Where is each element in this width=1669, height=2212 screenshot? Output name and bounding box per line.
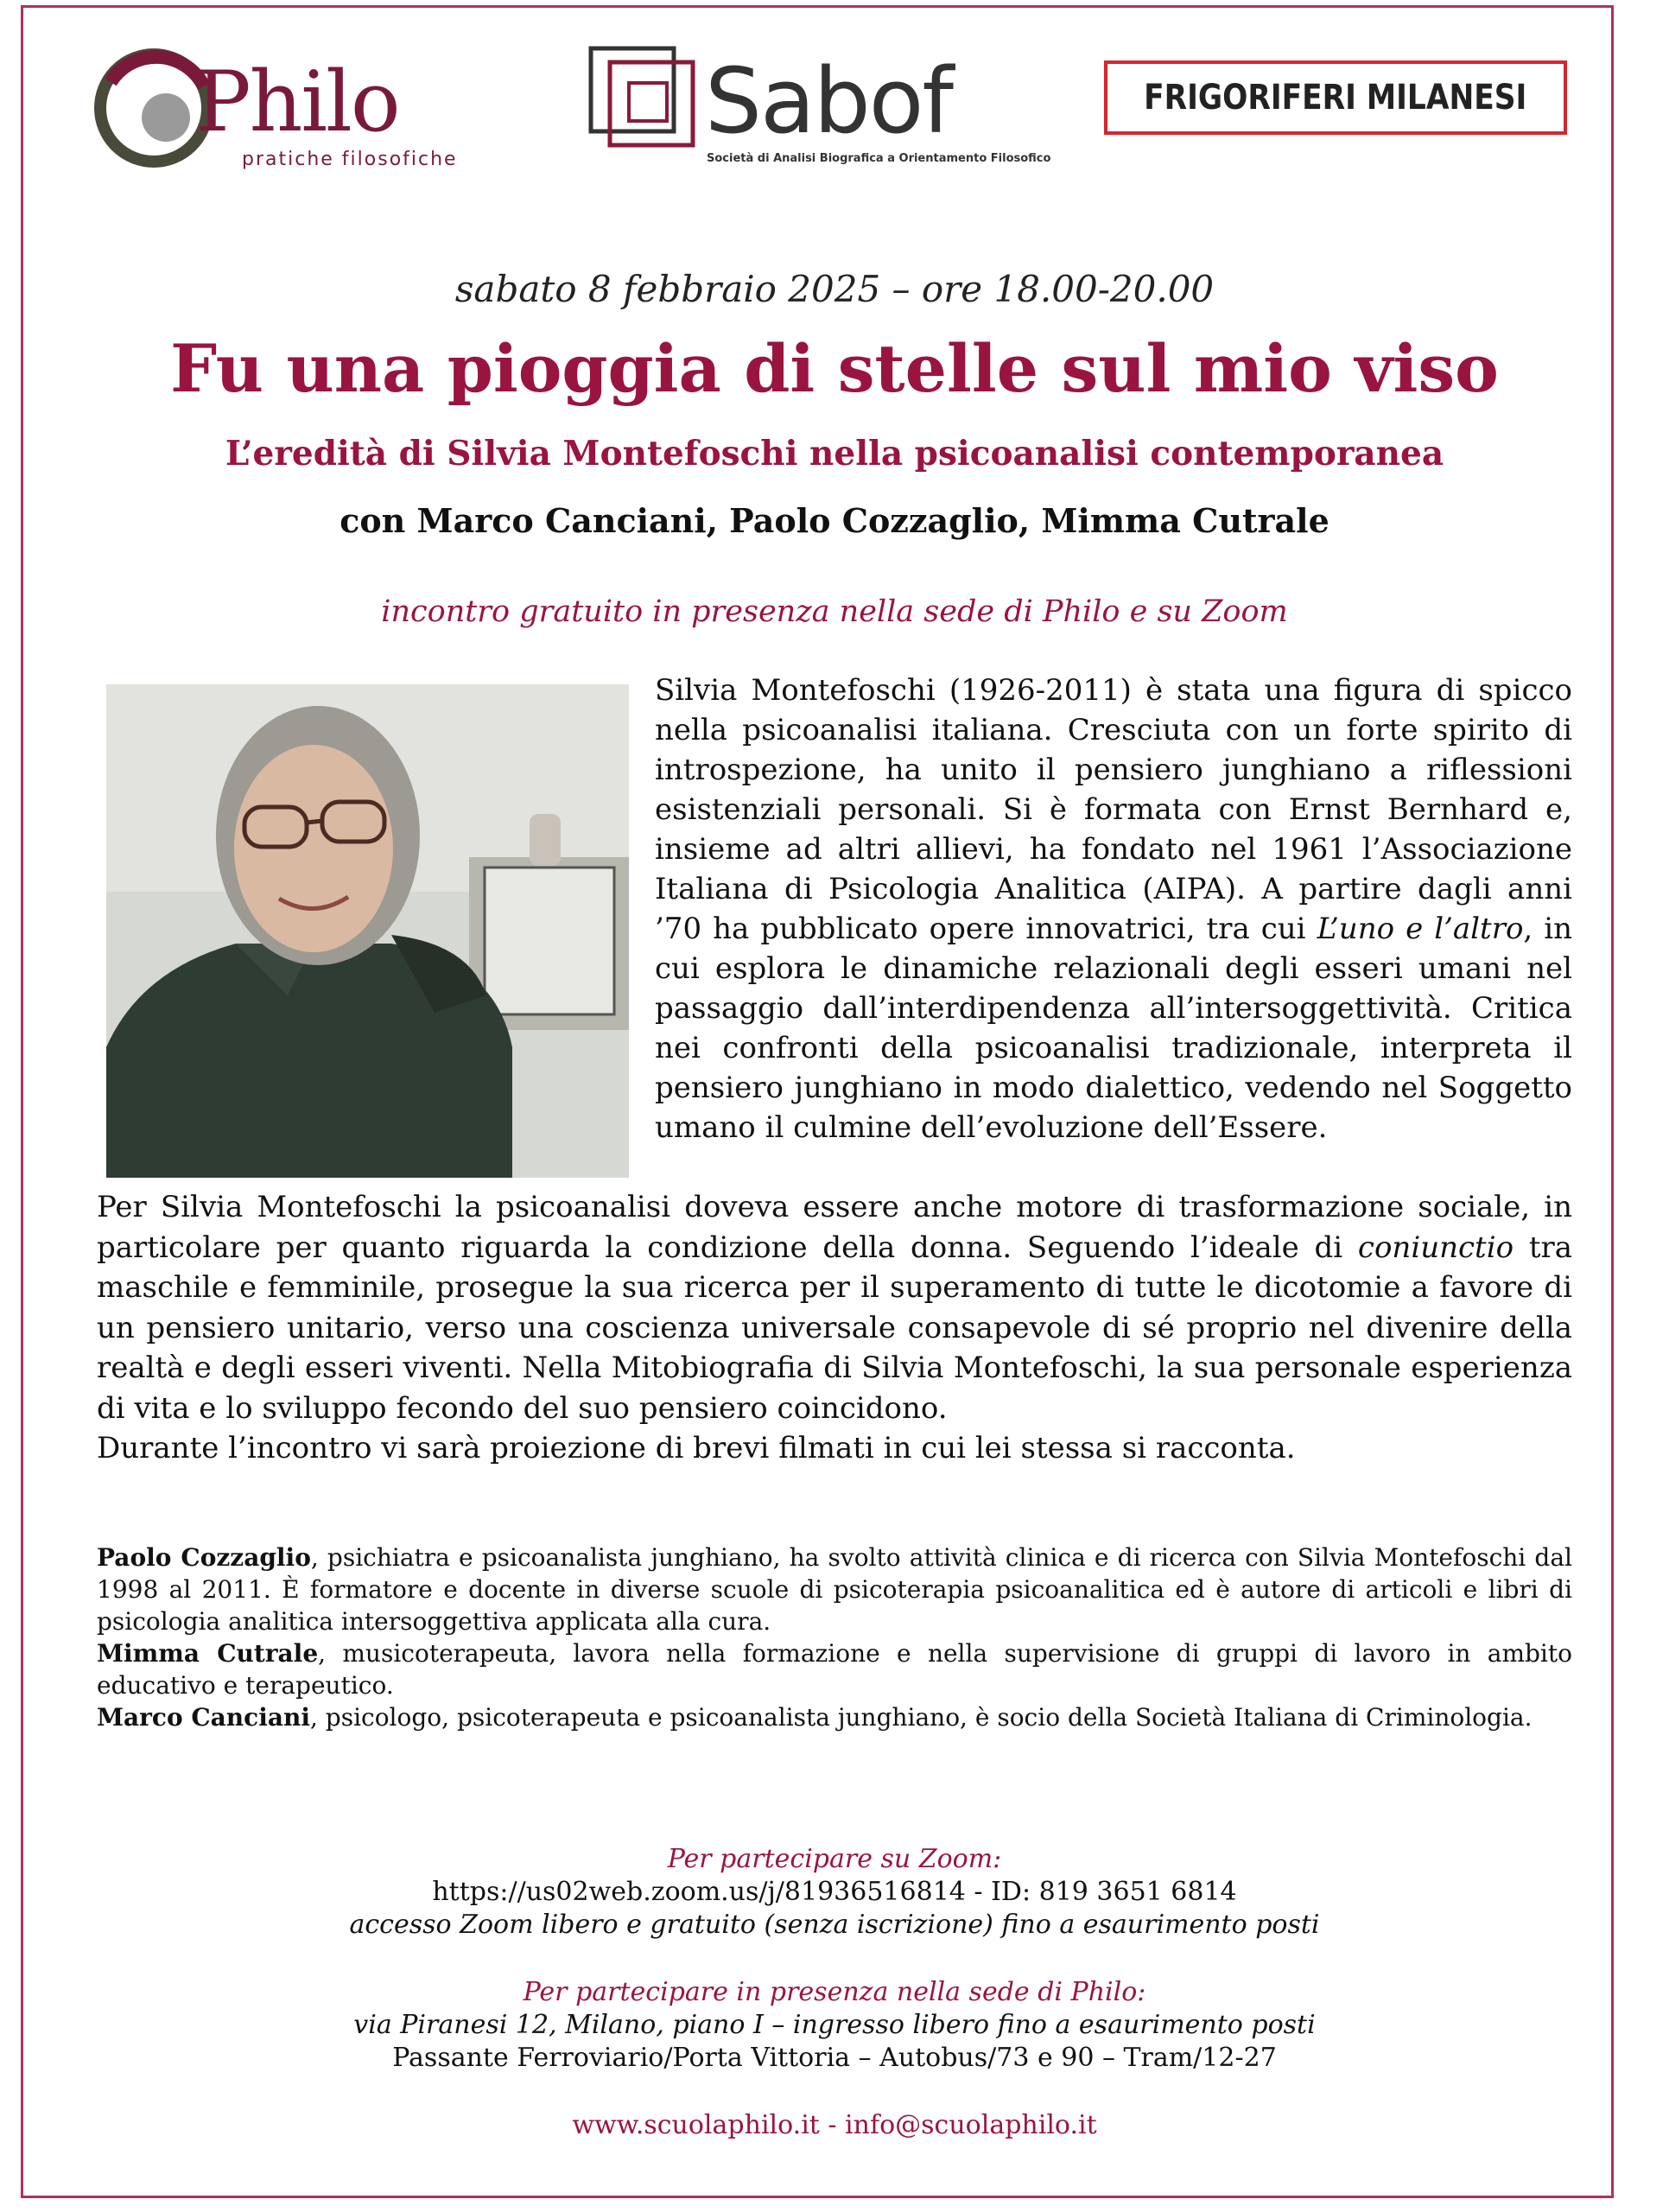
event-subtitle: L’eredità di Silvia Montefoschi nella psicoanalisi contemporanea [225,434,1444,474]
book-title: L’uno e l’altro [1317,912,1524,946]
presence-transport: Passante Ferroviario/Porta Vittoria – Autobus/73 e 90 – Tram/12-27 [392,2043,1277,2073]
bio-text-1b: , in cui esplora le dinamiche relazionali degli esseri umani nel passaggio dall’interdipendenza all’intersoggettività. Critica nei confronti della psicoanalisi tradizionale, interpreta il pensiero junghiano in modo dialettico, vedendo nel Soggetto umano il culmine dell’evoluzione dell’Essere. [655,912,1573,1145]
speaker-bio [97,1701,1572,1733]
philo-logo[interactable] [93,35,491,181]
event-title: Fu una pioggia di stelle sul mio viso [170,330,1499,407]
speaker-bio [97,1637,1572,1701]
event-speakers: con Marco Canciani, Paolo Cozzaglio, Mimma Cutrale [340,501,1329,540]
speaker-desc: , musicoterapeuta, lavora nella formazione e nella supervisione di gruppi di lavoro in ambito educativo e terapeutico. [97,1639,1573,1700]
coniunctio-term: coniunctio [1357,1230,1514,1265]
frigoriferi-logo-text: FRIGORIFERI MILANESI [1144,78,1527,118]
speaker-bios [97,1541,1572,1733]
biography-continued [97,1187,1572,1469]
zoom-note: accesso Zoom libero e gratuito (senza iscrizione) fino a esaurimento posti [349,1910,1320,1940]
bio-text-1a: Silvia Montefoschi (1926-2011) è stata una figura di spicco nella psicoanalisi italiana. Cresciuta con un forte spirito di introspezione, ha unito il pensiero junghiano a riflessioni esistenziali personali. Si è formata con Ernst Bernhard e, insieme ad altri allievi, ha fondato nel 1961 l’Associazione Italiana di Psicologia Analitica (AIPA). A partire dagli anni ’70 ha pubblicato opere innovatrici, tra cui [655,673,1572,946]
speaker-bio [97,1541,1572,1637]
sabof-logo[interactable] [586,43,1051,181]
sabof-squares-icon [586,43,698,156]
speaker-desc: , psichiatra e psicoanalista junghiano, ha svolto attività clinica e di ricerca con Silvia Montefoschi dal 1998 al 2011. È formatore e docente in diverse scuole di psicoterapia psicoanalitica ed è autore di articoli e libri di psicologia analitica intersoggettiva applicata alla cura. [97,1543,1572,1636]
philo-logo-tagline: pratiche filosofiche [242,149,458,170]
presence-address: via Piranesi 12, Milano, piano I – ingresso libero fino a esaurimento posti [353,2010,1316,2040]
speaker-name: Marco Canciani [97,1703,310,1732]
event-date: sabato 8 febbraio 2025 – ore 18.00-20.00 [454,268,1215,310]
header-logos [93,35,1579,181]
biography-paragraph-2 [97,1187,1572,1428]
speaker-name: Mimma Cutrale [97,1639,319,1668]
bio-text-2b: tra maschile e femminile, prosegue la sua ricerca per il superamento di tutte le dicotomie a favore di un pensiero unitario, verso una coscienza universale consapevole di sé proprio nel divenire della realtà e degli esseri viventi. Nella Mitobiografia di Silvia Montefoschi, la sua personale esperienza di vita e lo sviluppo fecondo del suo pensiero coincidono. [97,1230,1573,1426]
frigoriferi-milanesi-logo[interactable] [1104,60,1567,135]
portrait-photo [106,684,629,1178]
biography-paragraph-1 [655,671,1572,1147]
zoom-link[interactable]: https://us02web.zoom.us/j/81936516814 - ID: 819 3651 6814 [432,1877,1237,1907]
biography-paragraph-3: Durante l’incontro vi sarà proiezione di brevi filmati in cui lei stessa si racconta. [97,1431,1296,1465]
sabof-logo-tagline: Società di Analisi Biografica a Orientamento Filosofico [707,152,1051,165]
contact-links[interactable]: www.scuolaphilo.it - info@scuolaphilo.it [572,2110,1097,2140]
speaker-name: Paolo Cozzaglio [97,1543,311,1572]
presence-heading: Per partecipare in presenza nella sede di Philo: [523,1977,1146,2007]
sabof-logo-name: Sabof [705,48,953,154]
speaker-desc: , psicologo, psicoterapeuta e psicoanalista junghiano, è socio della Società Italiana di Criminologia. [309,1703,1533,1732]
zoom-heading: Per partecipare su Zoom: [667,1844,1002,1874]
bio-text-2a: Per Silvia Montefoschi la psicoanalisi doveva essere anche motore di trasformazione sociale, in particolare per quanto riguarda la condizione della donna. Seguendo l’ideale di [97,1190,1572,1265]
philo-logo-name: Philo [195,54,399,150]
biography-intro [655,671,1572,1147]
event-mode: incontro gratuito in presenza nella sede di Philo e su Zoom [381,594,1288,629]
